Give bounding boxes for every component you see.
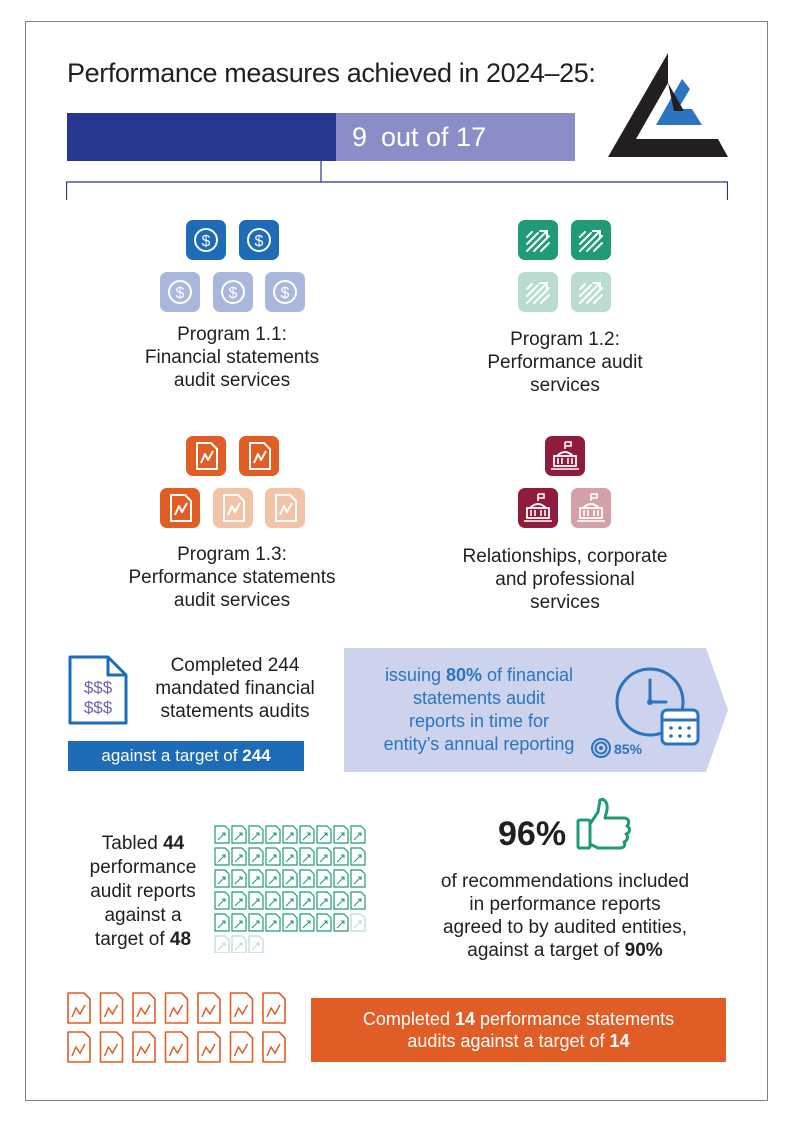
report-icon	[232, 914, 246, 931]
program-label-line: Program 1.3:	[177, 544, 287, 565]
statement-doc-icon	[263, 1032, 285, 1062]
fs-target-pre: against a target of	[101, 746, 243, 765]
report-icon	[283, 826, 297, 843]
timeliness-text	[362, 664, 596, 756]
timeliness-line1	[362, 664, 596, 687]
program-1-2-label	[445, 328, 685, 397]
tabled-target-pre: target of	[94, 929, 170, 950]
thumbs-up-icon	[574, 796, 632, 854]
report-icon	[283, 848, 297, 865]
report-icon	[283, 914, 297, 931]
statement-doc-icon	[166, 993, 188, 1023]
report-icon	[317, 870, 331, 887]
tabled-reports-grid	[214, 825, 366, 953]
report-icon	[351, 892, 365, 909]
recs-line4	[420, 939, 710, 962]
program-label-line: Performance audit	[487, 352, 643, 373]
fs-audits-count: 244	[267, 655, 300, 676]
ps-pre: Completed	[362, 1009, 455, 1029]
perf-statements-box	[311, 998, 726, 1062]
report-icon	[300, 892, 314, 909]
timeliness-post: of financial	[482, 665, 574, 685]
recs-line2: in performance reports	[469, 894, 661, 915]
dollar-coin-icon	[265, 272, 305, 312]
perf-statements-line2	[407, 1030, 629, 1052]
ps-target-pre: audits against a target of	[407, 1031, 610, 1051]
tabled-line5	[82, 928, 204, 952]
statement-doc-icon	[231, 993, 253, 1023]
growth-arrows-icon	[518, 272, 558, 312]
timeliness-pct: 80%	[445, 665, 482, 685]
svg-text:$: $	[175, 285, 185, 302]
line-chart-document-icon	[239, 436, 279, 476]
report-icon	[266, 848, 280, 865]
report-icon	[334, 914, 348, 931]
report-icon	[317, 914, 331, 931]
line-chart-document-icon	[213, 488, 253, 528]
report-icon	[300, 826, 314, 843]
ps-count: 14	[454, 1009, 475, 1029]
statement-doc-icon	[133, 1032, 155, 1062]
report-icon	[283, 870, 297, 887]
svg-text:$: $	[254, 233, 264, 250]
dollar-coin-icon	[239, 220, 279, 260]
report-icon	[283, 892, 297, 909]
report-icon	[266, 826, 280, 843]
report-icon	[232, 848, 246, 865]
recs-target: 90%	[624, 940, 663, 961]
perf-statements-grid	[66, 991, 292, 1065]
report-icon	[249, 826, 263, 843]
report-icon	[215, 936, 229, 953]
program-1-3-label	[112, 543, 352, 612]
report-icon	[351, 914, 365, 931]
fs-target-box	[68, 741, 304, 771]
dollar-document-icon	[66, 653, 130, 727]
line-chart-document-icon	[186, 436, 226, 476]
statement-doc-icon	[231, 1032, 253, 1062]
tabled-text	[82, 832, 204, 952]
report-icon	[215, 826, 229, 843]
recs-line3: agreed to by audited entities,	[442, 917, 687, 938]
bracket-divider	[66, 160, 728, 200]
anao-logo-icon	[608, 53, 728, 157]
tabled-target: 48	[169, 929, 192, 950]
timeliness-line2: statements audit	[412, 688, 546, 708]
statement-doc-icon	[198, 1032, 220, 1062]
report-icon	[215, 914, 229, 931]
statement-doc-icon	[68, 993, 90, 1023]
total-count: out of 17	[381, 122, 487, 152]
tabled-line3: audit reports	[90, 881, 196, 902]
report-icon	[266, 914, 280, 931]
program-label-line: audit services	[173, 370, 291, 391]
report-icon	[317, 892, 331, 909]
report-icon	[351, 848, 365, 865]
fs-audits-text	[140, 654, 330, 723]
recommendations-pct: 96%	[498, 815, 567, 853]
dollar-coin-icon	[186, 220, 226, 260]
program-label-line: Financial statements	[144, 347, 320, 368]
fs-audits-line3: statements audits	[160, 701, 310, 722]
statement-doc-icon	[198, 993, 220, 1023]
line-chart-document-icon	[265, 488, 305, 528]
growth-arrows-icon	[571, 272, 611, 312]
report-icon	[232, 870, 246, 887]
program-label-line: Relationships, corporate	[462, 546, 668, 567]
report-icon	[249, 848, 263, 865]
dollar-coin-icon	[160, 272, 200, 312]
timeliness-pre: issuing	[384, 665, 446, 685]
report-icon	[300, 848, 314, 865]
tabled-line4: against a	[104, 905, 182, 926]
svg-text:$: $	[228, 285, 238, 302]
report-icon	[266, 892, 280, 909]
fs-audits-line2: mandated financial	[155, 678, 315, 699]
parliament-building-icon	[571, 488, 611, 528]
statement-doc-icon	[166, 1032, 188, 1062]
program-1-1-label	[112, 323, 352, 392]
statement-doc-icon	[101, 993, 123, 1023]
relationships-label	[440, 545, 690, 614]
timeliness-line3: reports in time for	[408, 711, 550, 731]
timeliness-target: 85%	[614, 741, 643, 757]
ps-post: performance statements	[475, 1009, 675, 1029]
report-icon	[317, 848, 331, 865]
svg-text:$$$: $$$	[83, 678, 113, 697]
growth-arrows-icon	[518, 220, 558, 260]
report-icon	[351, 870, 365, 887]
report-icon	[334, 870, 348, 887]
statement-doc-icon	[68, 1032, 90, 1062]
program-label-line: Program 1.2:	[510, 329, 620, 350]
report-icon	[249, 892, 263, 909]
report-icon	[232, 826, 246, 843]
ps-target: 14	[609, 1031, 630, 1051]
report-icon	[317, 826, 331, 843]
svg-text:$$$: $$$	[83, 698, 113, 717]
report-icon	[266, 870, 280, 887]
program-label-line: Program 1.1:	[177, 324, 287, 345]
report-icon	[232, 892, 246, 909]
line-chart-document-icon	[160, 488, 200, 528]
report-icon	[334, 826, 348, 843]
achieved-count: 9	[351, 122, 367, 152]
report-icon	[334, 848, 348, 865]
tabled-pre: Tabled	[101, 833, 164, 854]
parliament-building-icon	[545, 436, 585, 476]
report-icon	[215, 848, 229, 865]
program-label-line: and professional	[495, 569, 635, 590]
parliament-building-icon	[518, 488, 558, 528]
fs-audits-pre: Completed	[170, 655, 268, 676]
program-label-line: audit services	[173, 590, 291, 611]
page-title: Performance measures achieved in 2024–25:	[67, 58, 596, 88]
fs-target-num: 244	[242, 746, 271, 765]
report-icon	[300, 870, 314, 887]
recs-line1: of recommendations included	[440, 871, 690, 892]
program-label-line: Performance statements	[128, 567, 336, 588]
growth-arrows-icon	[571, 220, 611, 260]
statement-doc-icon	[263, 993, 285, 1023]
statement-doc-icon	[101, 1032, 123, 1062]
svg-text:$: $	[201, 233, 211, 250]
statement-doc-icon	[133, 993, 155, 1023]
report-icon	[232, 936, 246, 953]
report-icon	[300, 914, 314, 931]
report-icon	[351, 826, 365, 843]
report-icon	[334, 892, 348, 909]
tabled-line2: performance	[89, 857, 197, 878]
report-icon	[249, 914, 263, 931]
tabled-count: 44	[163, 833, 185, 854]
recs-target-pre: against a target of	[467, 940, 625, 961]
program-label-line: services	[530, 375, 600, 396]
report-icon	[249, 936, 263, 953]
recommendations-text	[420, 870, 710, 962]
tabled-line1	[82, 832, 204, 856]
timeliness-line4: entity’s annual reporting	[383, 734, 575, 754]
svg-text:$: $	[280, 285, 290, 302]
program-label-line: services	[530, 592, 600, 613]
dollar-coin-icon	[213, 272, 253, 312]
report-icon	[215, 892, 229, 909]
report-icon	[249, 870, 263, 887]
report-icon	[215, 870, 229, 887]
perf-statements-line1	[363, 1008, 674, 1030]
fs-audits-line1	[140, 654, 330, 677]
